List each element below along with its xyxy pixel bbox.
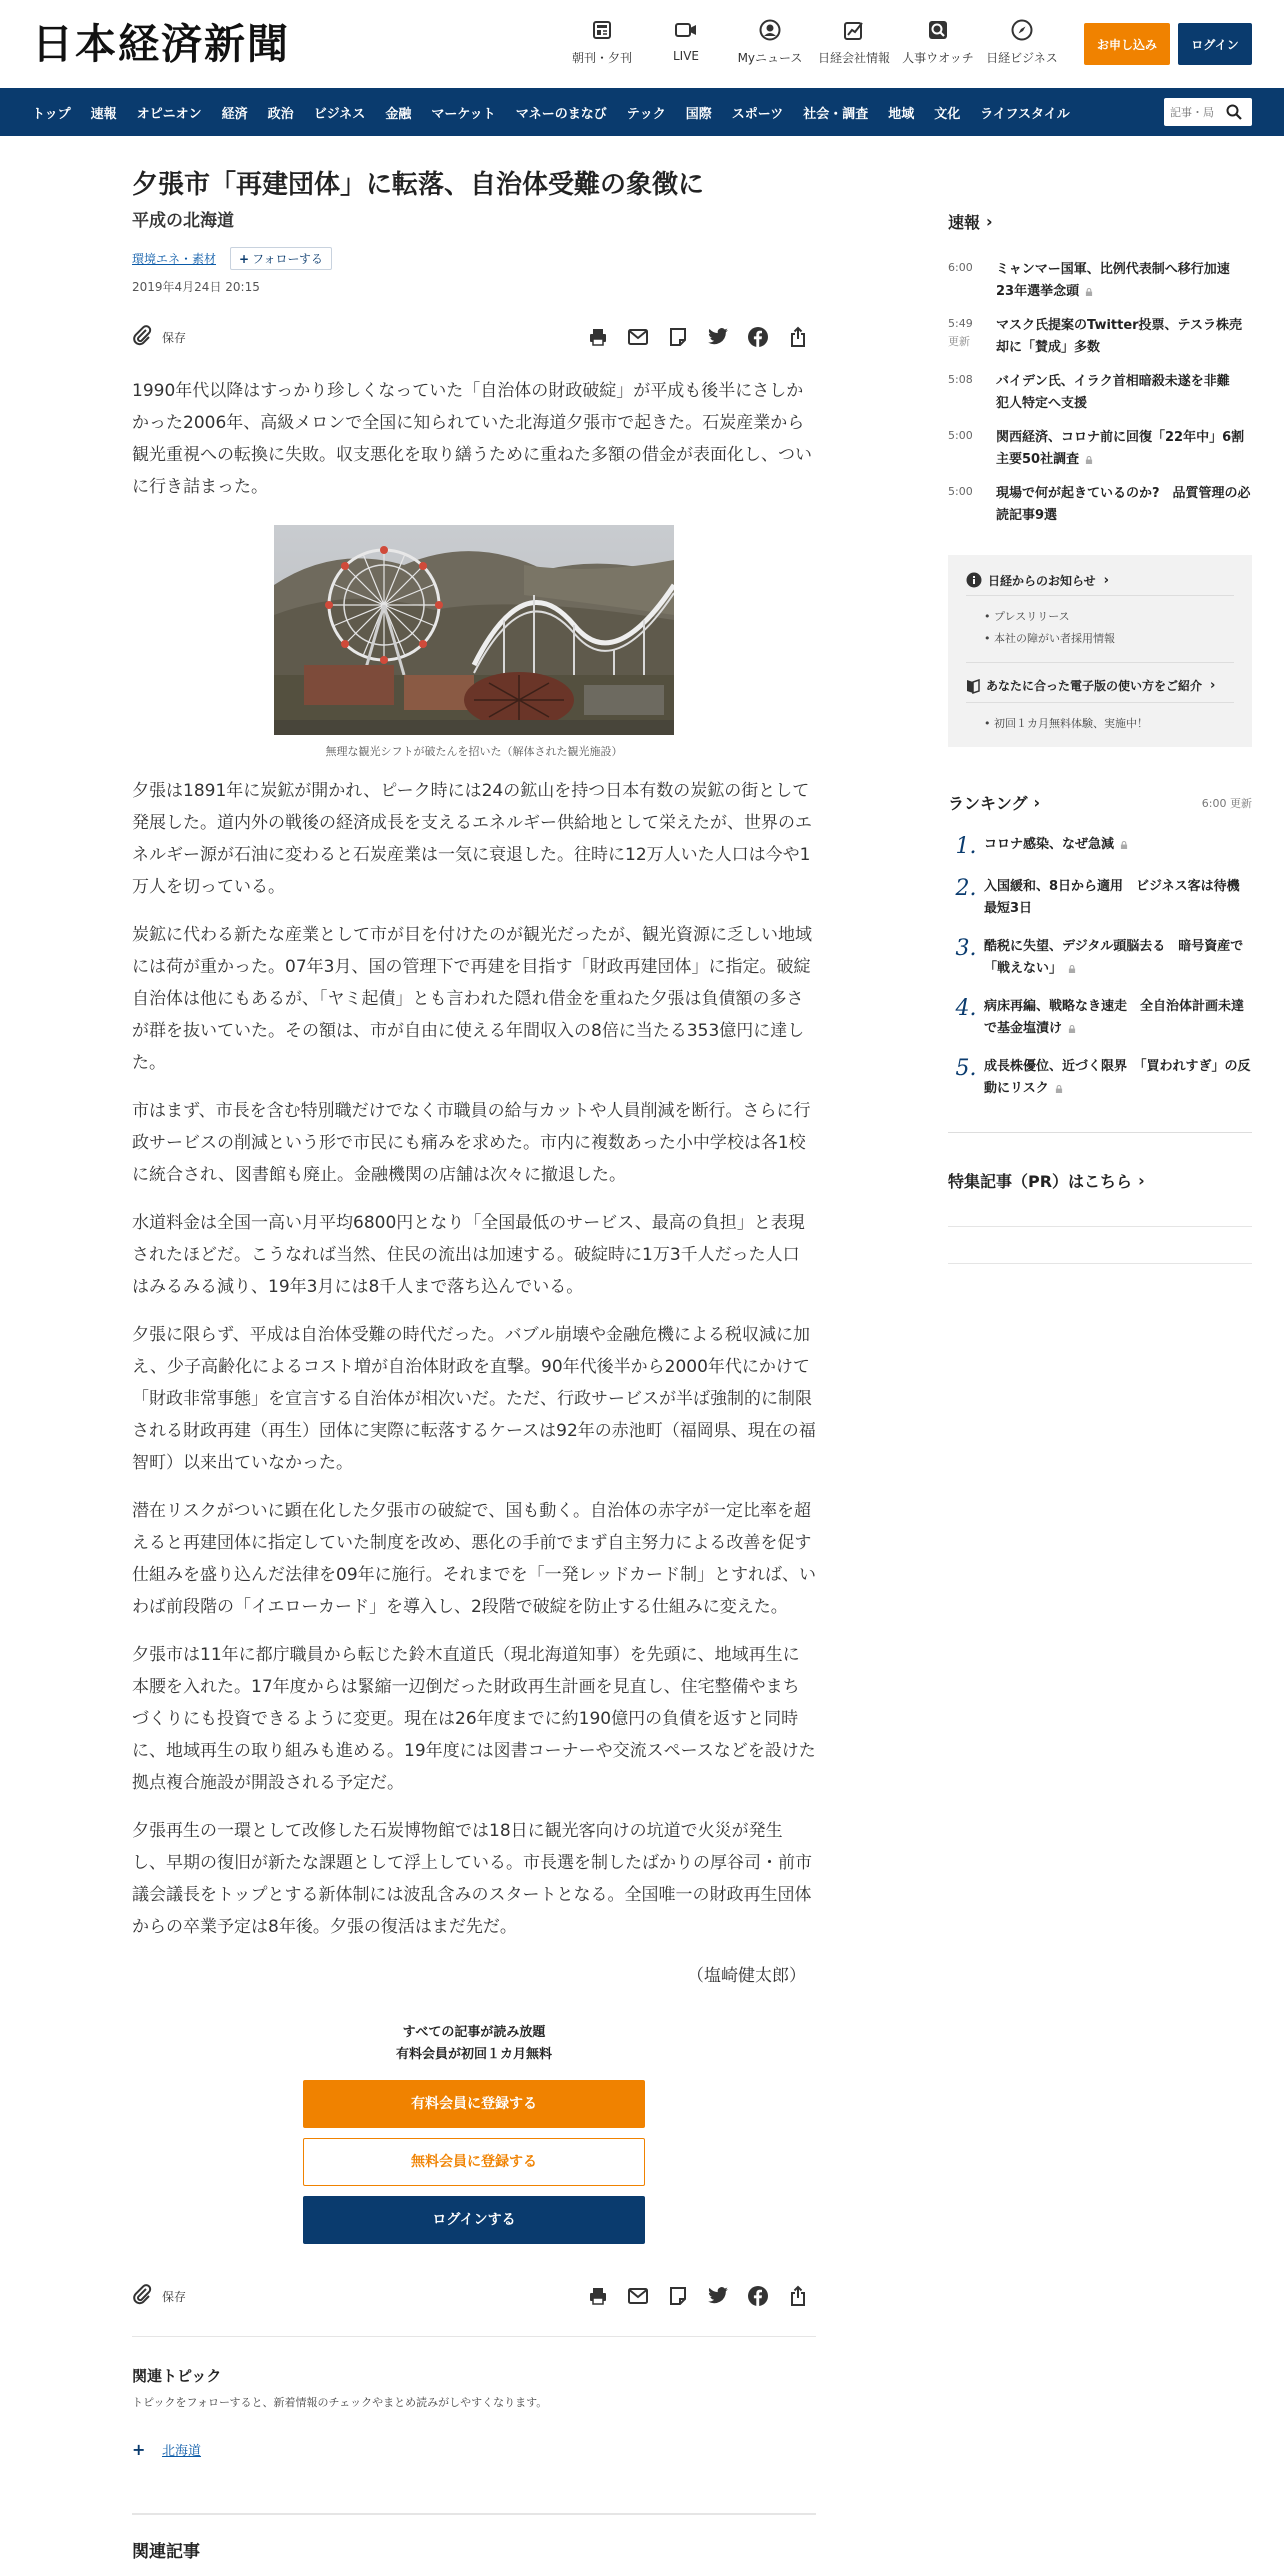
article-title: 夕張市「再建団体」に転落、自治体受難の象徴に [132,170,705,200]
ranking-item[interactable] [948,824,1252,866]
share-icon[interactable] [786,325,810,349]
paywall-login-button[interactable]: ログインする [303,2196,645,2244]
util-label: LIVE [672,49,699,63]
epaper-title: あなたに合った電子版の使い方をご紹介 [986,679,1203,693]
memo-icon[interactable] [666,325,690,349]
twitter-icon[interactable] [706,2284,730,2308]
flash-headline [996,483,1252,529]
ranking-title: ランキング [948,794,1028,813]
user-icon [758,18,782,42]
article-photo [274,525,674,735]
rank-title-text: 入国緩和、8日から適用 ビジネス客は待機最短3日 [984,879,1240,916]
share-buttons [570,2284,810,2308]
nav-item-society[interactable]: 社会・調査 [803,106,869,122]
article-paragraph: 夕張は1891年に炭鉱が開かれ、ピーク時には24の鉱山を持つ日本有数の炭鉱の街として発展した。道内外の戦後の経済成長を支えるエネルギー供給地として栄えたが、世界のエネルギー源が石油に変わると石炭産業は一気に衰退した。往時に12万人いた人口は今や1万人を切っている。 [132,781,812,897]
notice-title: 日経からのお知らせ [988,573,1096,588]
ranking-title-link[interactable] [948,791,1040,814]
compass-icon [1010,18,1034,42]
lock-icon [1085,288,1093,296]
flash-headline [996,427,1258,473]
nav-item-economy[interactable]: 経済 [221,106,248,122]
clip-icon [132,324,152,350]
flash-headline [996,315,1252,361]
flash-news-list [948,249,1258,529]
nav-item-tech[interactable]: テック [626,106,666,122]
util-nikkei-business[interactable] [980,18,1064,66]
related-topics-desc: トピックをフォローすると、新着情報のチェックやまとめ読みがしやすくなります。 [132,2396,548,2409]
rank-title-text: コロナ感染、なぜ急減 [984,837,1115,852]
util-newspaper[interactable] [560,18,644,66]
divider [948,1263,1252,1264]
search-icon[interactable] [1222,100,1246,124]
ranking-item[interactable] [948,1046,1252,1106]
nav-item-opinion[interactable]: オピニオン [136,106,202,122]
chart-icon [842,18,866,42]
pr-title: 特集記事（PR）はこちら [948,1172,1133,1191]
util-live[interactable] [644,18,728,66]
nav-search [1164,98,1252,126]
pr-heading[interactable] [948,1169,1252,1192]
follow-button[interactable] [230,247,332,270]
nav-items [22,88,1080,136]
lock-icon [1120,841,1128,849]
flash-time [948,315,996,361]
flash-time [948,483,996,529]
site-logo[interactable]: 日本経済新聞 [32,20,290,68]
nav-item-flash[interactable]: 速報 [90,106,117,122]
nav-item-top[interactable]: トップ [32,106,71,122]
flash-time-value: 5:08 [948,373,973,386]
ranking-heading [948,791,1252,814]
related-topic-item[interactable] [132,2440,816,2459]
related-articles-title: 関連記事 [132,2542,200,2562]
rank-headline [984,996,1252,1040]
ranking-updated: 6:00 更新 [1201,796,1252,810]
util-label: 日経ビジネス [986,51,1058,65]
top-header [0,0,1284,88]
epaper-heading[interactable] [966,662,1234,702]
flash-time [948,259,996,305]
paywall-line1: すべての記事が読み放題 [402,2025,546,2040]
lock-icon [1085,456,1093,464]
util-label: Myニュース [737,51,803,65]
paywall [132,2022,816,2244]
nav-item-culture[interactable]: 文化 [934,106,961,122]
topic-row [132,247,816,270]
article [132,166,816,2562]
rank-number: 1. [955,834,977,859]
flash-title-text: マスク氏提案のTwitter投票、テスラ株売却に「賛成」多数 [996,318,1243,355]
search-person-icon [926,18,950,42]
article-paragraph: 夕張に限らず、平成は自治体受難の時代だった。バブル崩壊や金融危機による税収減に加え、少子高齢化によるコスト増が自治体財政を直撃。90年代後半から2000年代にかけて「財政非常事態」を宣言する自治体が相次いだ。ただ、行政サービスが半ば強制的に制限される財政再建（再生）団体に実際に転落するケースは92年の赤池町（福岡県、現在の福智町）以来出ていなかった。 [132,1325,816,1473]
util-label: 日経会社情報 [817,51,890,65]
related-topics-title: 関連トピック [132,2367,222,2385]
ranking-item[interactable] [948,986,1252,1046]
ranking-item[interactable] [948,866,1252,926]
epaper-links [966,702,1234,747]
nav-item-politics[interactable]: 政治 [267,106,294,122]
util-mynews[interactable] [728,18,812,66]
notice-link[interactable]: • 本社の障がい者採用情報 [984,628,1234,650]
article-figure [274,525,674,759]
flash-news-item[interactable] [948,473,1252,529]
register-paid-button[interactable]: 有料会員に登録する [303,2080,645,2128]
flash-news-item[interactable] [948,305,1252,361]
flash-time-value: 5:00 [948,429,973,442]
login-button[interactable]: ログイン [1178,23,1252,65]
plus-icon: + [239,251,250,266]
share-icon[interactable] [786,2284,810,2308]
facebook-icon[interactable] [746,325,770,349]
flash-title-text: ミャンマー国軍、比例代表制へ移行加速 23年選挙念頭 [996,262,1243,299]
article-subtitle: 平成の北海道 [132,211,234,231]
flash-time-value: 6:00 [948,261,973,274]
article-paragraph: 夕張市は11年に都庁職員から転じた鈴木直道氏（現北海道知事）を先頭に、地域再生に本腰を入れた。17年度からは緊縮一辺倒だった財政再生計画を見直し、住宅整備やまちづくりにも投資できるように変更。現在は26年度までに約190億円の負債を返すと同時に、地域再生の取り組みも進める。19年度には図書コーナーや交流スペースなどを設けた拠点複合施設が開設される予定だ。 [132,1645,816,1793]
rank-headline [984,936,1252,980]
rank-number: 4. [955,996,977,1021]
article-actions-bottom [132,2276,816,2316]
flash-title-text: 関西経済、コロナ前に回復「22年中」6割 主要50社調査 [996,430,1258,467]
chevron-right-icon: › [1138,1171,1145,1190]
byline: （塩崎健太郎） [687,1966,806,1986]
main-nav [0,88,1284,136]
article-paragraph: 市はまず、市長を含む特別職だけでなく市職員の給与カットや人員削減を断行。さらに行政サービスの削減という形で市民にも痛みを求めた。市内に複数あった小中学校は各1校に統合され、図書館も廃止。金融機関の店舗は次々に撤退した。 [132,1101,811,1185]
rank-number: 3. [955,936,977,961]
article-paragraph: 潜在リスクがついに顕在化した夕張市の破綻で、国も動く。自治体の赤字が一定比率を超えると再建団体に指定していた制度を改め、悪化の手前でまず自主努力による改善を促す仕組みを盛り込んだ法律を09年に施行。それまでを「一発レッドカード制」とすれば、いわば前段階の「イエローカード」を導入し、2段階で破綻を防止する仕組みに変えた。 [132,1501,816,1617]
notice-box [948,555,1252,747]
nav-item-region[interactable]: 地域 [888,106,915,122]
divider [948,1226,1252,1227]
newspaper-icon [590,18,614,42]
epaper-link[interactable]: • 初回１カ月無料体験、実施中！ [984,713,1234,735]
chevron-right-icon: › [1033,793,1041,812]
video-icon [674,18,698,42]
subscribe-button[interactable]: お申し込み [1084,23,1170,65]
lock-icon [1068,1025,1076,1033]
mail-icon[interactable] [626,2284,650,2308]
utility-nav [560,18,1064,66]
rank-title-text: 酷税に失望、デジタル頭脳去る 暗号資産で「戦えない」 [984,939,1244,976]
notice-heading[interactable] [966,565,1234,595]
flash-headline [996,259,1252,305]
print-icon[interactable] [586,2284,610,2308]
rank-number: 5. [955,1056,977,1081]
twitter-icon[interactable] [706,325,730,349]
info-icon [966,572,982,588]
register-free-button[interactable]: 無料会員に登録する [303,2138,645,2186]
save-label: 保存 [162,2289,187,2304]
publish-date: 2019年4月24日 20:15 [132,280,260,294]
plus-icon: + [132,2440,146,2459]
flash-time-value: 5:49 [948,317,973,330]
util-label: 朝刊・夕刊 [571,51,632,65]
nav-item-business[interactable]: ビジネス [313,106,366,122]
facebook-icon[interactable] [746,2284,770,2308]
util-jinji-watch[interactable] [896,18,980,66]
print-icon[interactable] [586,325,610,349]
flash-news-item[interactable] [948,249,1252,305]
rank-number: 2. [955,876,977,901]
flash-updated: 更新 [948,335,970,348]
topic-link[interactable]: 環境エネ・素材 [132,252,217,266]
rank-headline [984,1056,1252,1100]
flash-title-text: バイデン氏、イラク首相暗殺未遂を非難 犯人特定へ支援 [996,374,1243,411]
article-paragraph: 夕張再生の一環として改修した石炭博物館では18日に観光客向けの坑道で火災が発生し、早期の復旧が新たな課題として浮上している。市長選を制したばかりの厚谷司・前市議会議長をトップとする新体制には波乱含みのスタートとなる。全国唯一の財政再生団体からの卒業予定は8年後。夕張の復活はまだ先だ。 [132,1821,812,1937]
memo-icon[interactable] [666,2284,690,2308]
mail-icon[interactable] [626,325,650,349]
flash-news-item[interactable] [948,361,1252,417]
nav-item-international[interactable]: 国際 [685,106,712,122]
nav-item-money[interactable]: マネーのまなび [515,106,607,122]
paywall-line2: 有料会員が初回１カ月無料 [395,2047,552,2062]
util-company-info[interactable] [812,18,896,66]
chevron-right-icon: › [986,212,993,231]
rank-title-text: 成長株優位、近づく限界 「買われすぎ」の反動にリスク [984,1059,1251,1096]
flash-time [948,371,996,417]
flash-time-value: 5:00 [948,485,973,498]
article-paragraph: 1990年代以降はすっかり珍しくなっていた「自治体の財政破綻」が平成も後半にさしかかった2006年、高級メロンで全国に知られていた北海道夕張市で起きた。石炭産業から観光重視への転換に失敗。収支悪化を取り繕うために重ねた多額の借金が表面化し、ついに行き詰まった。 [132,381,812,497]
book-icon [966,678,980,694]
flash-news-heading[interactable] [948,210,1252,233]
chevron-right-icon: › [1210,678,1216,693]
notice-link[interactable]: • プレスリリース [984,606,1234,628]
related-topic-link[interactable]: 北海道 [162,2444,202,2459]
follow-label: フォローする [252,252,323,266]
search-input[interactable] [1164,99,1222,125]
lock-icon [1055,1085,1063,1093]
flash-title-text: 現場で何が起きているのか? 品質管理の必読記事9選 [996,486,1251,523]
ranking-item[interactable] [948,926,1252,986]
nav-item-market[interactable]: マーケット [431,106,496,122]
chevron-right-icon: › [1103,572,1110,588]
lock-icon [1068,965,1076,973]
sidebar [948,210,1258,1264]
flash-news-title: 速報 [948,213,981,232]
nav-item-finance[interactable]: 金融 [385,106,412,122]
save-button[interactable] [132,2283,186,2309]
nav-item-lifestyle[interactable]: ライフスタイル [980,106,1070,122]
rank-title-text: 病床再編、戦略なき速走 全自治体計画未達で基金塩漬け [984,999,1245,1036]
article-paragraph: 水道料金は全国一高い月平均6800円となり「全国最低のサービス、最高の負担」と表現されたほどだ。こうなれば当然、住民の流出は加速する。破綻時に1万3千人だった人口はみるみる減り、19年3月には8千人まで落ち込んでいる。 [132,1213,805,1297]
photo-caption: 無理な観光シフトが破たんを招いた（解体された観光施設） [325,745,623,758]
save-button[interactable] [132,324,186,350]
rank-headline [984,834,1252,860]
util-label: 人事ウオッチ [902,51,974,65]
nav-item-sports[interactable]: スポーツ [731,106,784,122]
ranking-list [948,824,1252,1133]
rank-headline [984,876,1252,920]
flash-time [948,427,996,473]
article-actions-top [132,317,816,357]
flash-news-item[interactable] [948,417,1258,473]
related-articles [132,2513,816,2562]
notice-links [966,595,1234,662]
related-topics [132,2336,816,2459]
save-label: 保存 [162,330,187,345]
flash-headline [996,371,1252,417]
share-buttons [570,325,810,349]
clip-icon [132,2283,152,2309]
article-paragraph: 炭鉱に代わる新たな産業として市が目を付けたのが観光だったが、観光資源に乏しい地域には荷が重かった。07年3月、国の管理下で再建を目指す「財政再建団体」に指定。破綻自治体は他にもあるが、「ヤミ起債」とも言われた隠れ借金を重ねた夕張は負債額の多さが群を抜いていた。その額は、市が自由に使える年間収入の8倍に当たる353億円に達した。 [132,925,812,1073]
